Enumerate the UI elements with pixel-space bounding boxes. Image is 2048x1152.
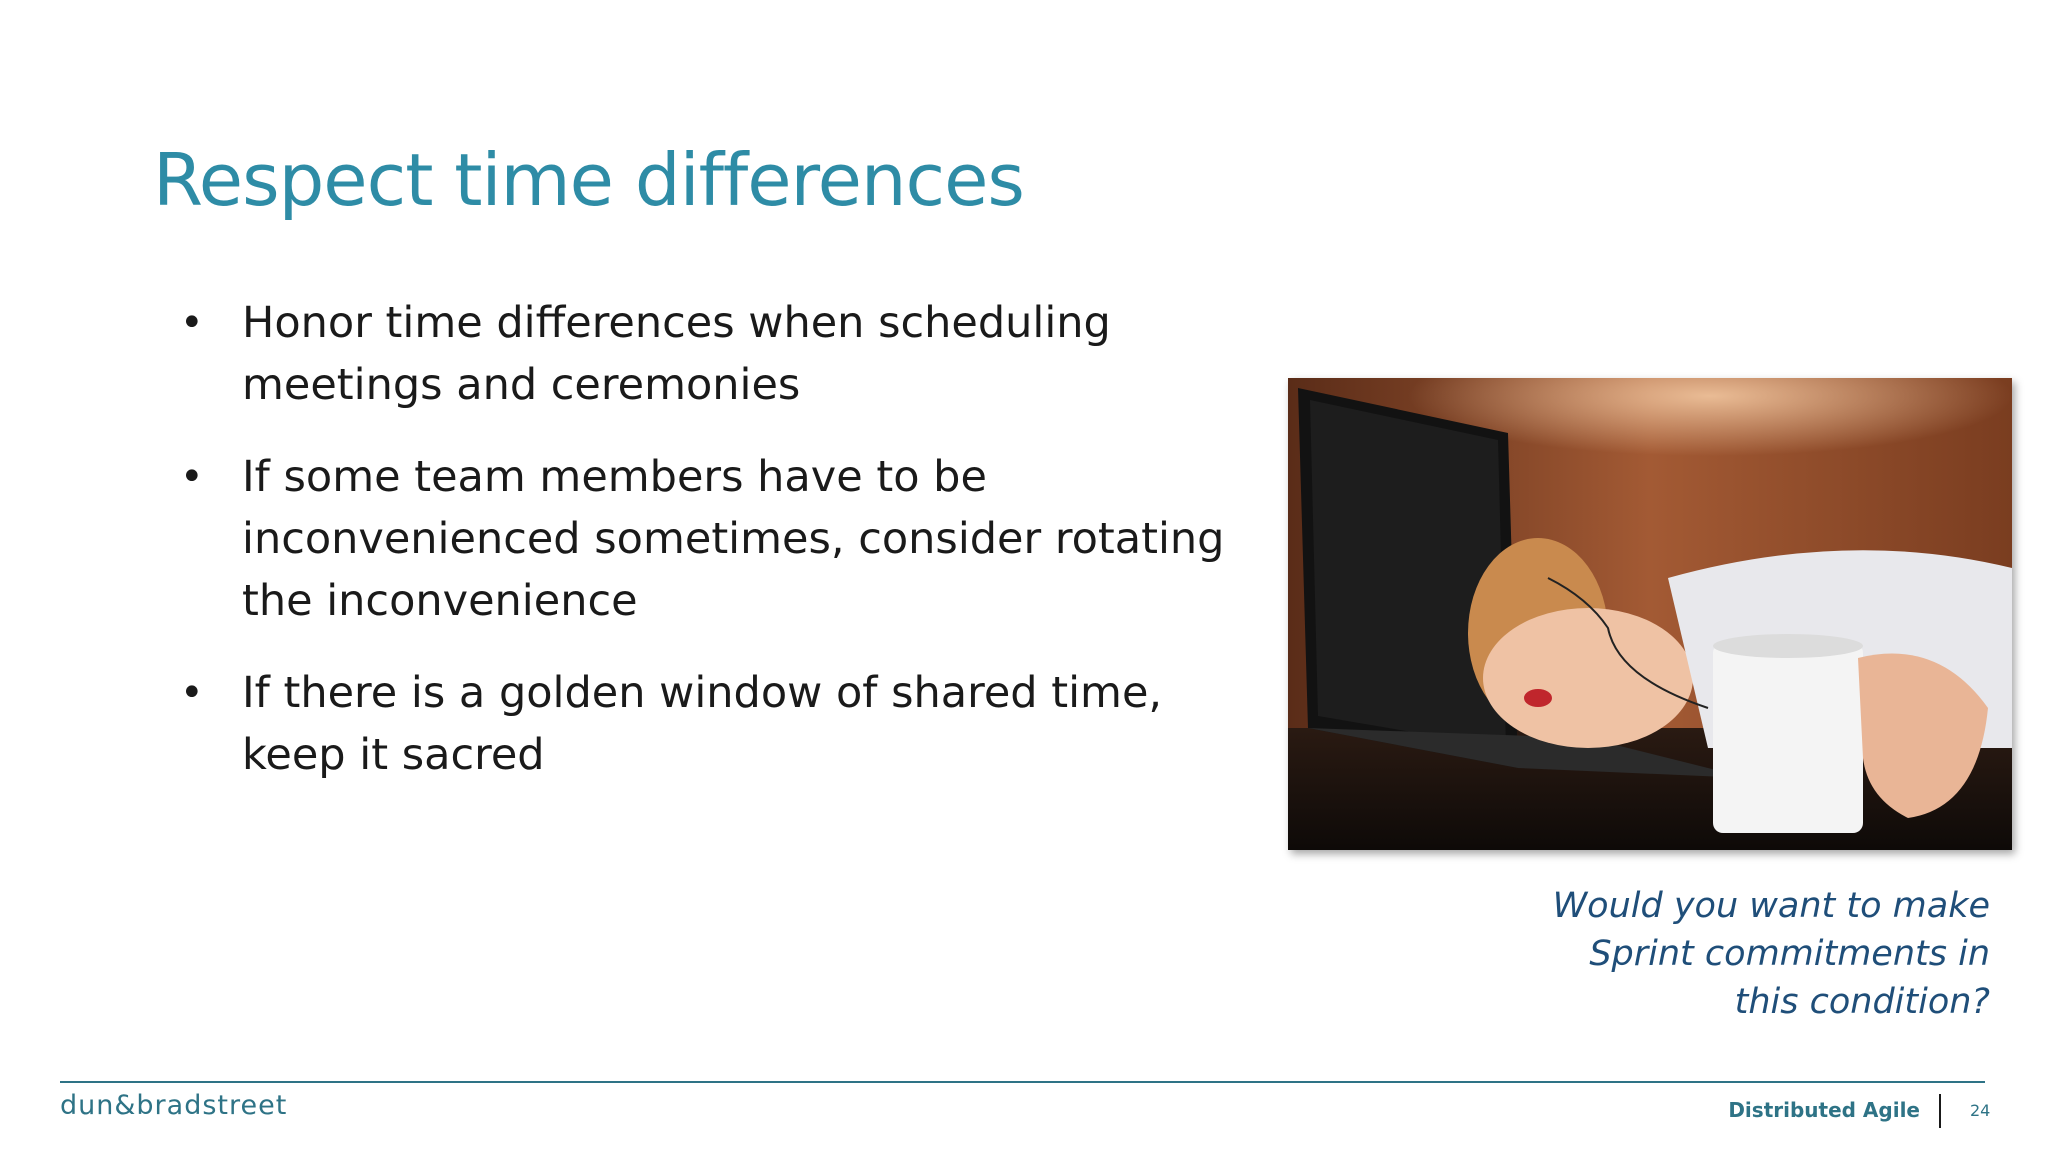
footer-separator: [1939, 1094, 1941, 1128]
photo-caption: [1430, 882, 1990, 1026]
bullet-dot-icon: •: [180, 454, 204, 500]
slide-title: Respect time differences: [153, 138, 1024, 222]
bullet-text: Honor time differences when scheduling meetings and ceremonies: [242, 298, 1111, 410]
bullet-text: If there is a golden window of shared time, keep it sacred: [242, 668, 1163, 780]
footer-divider-line: [60, 1081, 1985, 1083]
caption-line: this condition?: [1734, 982, 1990, 1022]
caption-line: Sprint commitments in: [1589, 934, 1990, 974]
bullet-item: [172, 292, 1252, 416]
bullet-dot-icon: •: [180, 670, 204, 716]
bullet-item: [172, 662, 1252, 786]
bullet-text: If some team members have to be inconvenienced sometimes, consider rotating the inconvenience: [242, 452, 1225, 626]
footer-section-label: Distributed Agile: [1728, 1098, 1920, 1122]
company-logo: dun&bradstreet: [60, 1090, 288, 1121]
page-number: 24: [1970, 1101, 1991, 1120]
caption-line: Would you want to make: [1552, 886, 1990, 926]
bullet-list: [172, 292, 1252, 816]
bullet-dot-icon: •: [180, 300, 204, 346]
bullet-item: [172, 446, 1252, 632]
sleeping-worker-photo: [1288, 378, 2012, 850]
